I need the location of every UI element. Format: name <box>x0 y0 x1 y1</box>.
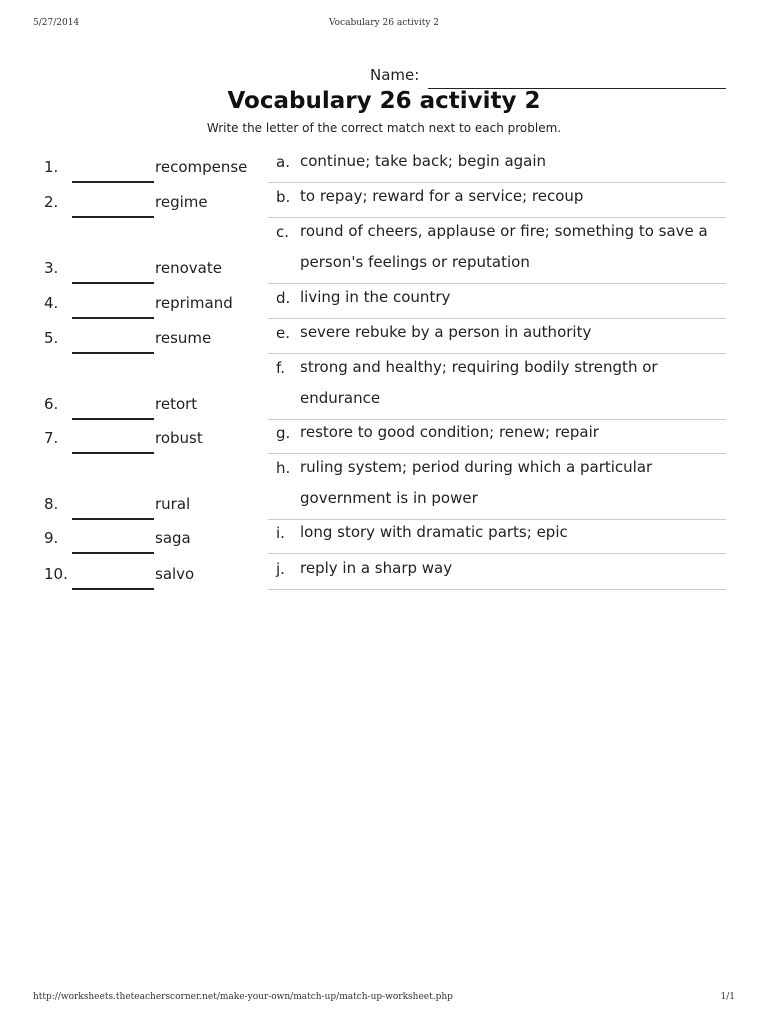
match-row <box>0 183 768 218</box>
problem-number: 7. <box>44 429 59 447</box>
match-row <box>0 284 768 319</box>
print-url: http://worksheets.theteacherscorner.net/make-your-own/match-up/match-up-worksheet.php <box>33 992 453 1002</box>
vocab-term: rural <box>155 495 191 513</box>
vocab-term: reprimand <box>155 294 233 312</box>
match-row <box>0 218 768 284</box>
definition-letter: f. <box>276 359 285 377</box>
match-row <box>0 319 768 354</box>
definition-text: strong and healthy; requiring bodily strength or endurance <box>300 358 658 407</box>
match-row <box>0 354 768 420</box>
definition-letter: h. <box>276 459 291 477</box>
answer-blank[interactable] <box>72 552 154 554</box>
vocab-term: salvo <box>155 565 195 583</box>
definition-letter: d. <box>276 289 291 307</box>
problem-number: 2. <box>44 193 59 211</box>
match-row <box>0 454 768 520</box>
worksheet-instructions: Write the letter of the correct match next to each problem. <box>206 121 562 135</box>
vocab-term: resume <box>155 329 212 347</box>
row-divider <box>268 589 726 590</box>
name-label: Name: <box>370 66 420 84</box>
match-row <box>0 519 768 554</box>
problem-number: 6. <box>44 395 59 413</box>
print-date: 5/27/2014 <box>33 18 80 28</box>
problem-number: 10. <box>44 565 68 583</box>
print-doc-title: Vocabulary 26 activity 2 <box>328 18 439 28</box>
definition-letter: i. <box>276 524 285 542</box>
definition-letter: a. <box>276 153 290 171</box>
problem-number: 5. <box>44 329 59 347</box>
problem-number: 9. <box>44 529 59 547</box>
definition-text: reply in a sharp way <box>300 559 453 577</box>
vocab-term: renovate <box>155 259 222 277</box>
vocab-term: regime <box>155 193 208 211</box>
problem-number: 8. <box>44 495 59 513</box>
vocab-term: robust <box>155 429 203 447</box>
definition-text: ruling system; period during which a particular government is in power <box>300 458 653 507</box>
definition-text: restore to good condition; renew; repair <box>300 423 599 441</box>
match-row <box>0 148 768 183</box>
problem-number: 3. <box>44 259 59 277</box>
definition-letter: b. <box>276 188 291 206</box>
vocab-term: saga <box>155 529 191 547</box>
worksheet-title: Vocabulary 26 activity 2 <box>227 88 541 114</box>
definition-text: to repay; reward for a service; recoup <box>300 187 584 205</box>
definition-letter: g. <box>276 424 291 442</box>
definition-text: severe rebuke by a person in authority <box>300 323 592 341</box>
problem-number: 4. <box>44 294 59 312</box>
match-row <box>0 555 768 590</box>
match-row <box>0 419 768 454</box>
definition-letter: j. <box>276 560 285 578</box>
definition-text: round of cheers, applause or fire; something to save a person's feelings or reputation <box>300 222 708 271</box>
problem-number: 1. <box>44 158 59 176</box>
definition-text: long story with dramatic parts; epic <box>300 523 568 541</box>
vocab-term: recompense <box>155 158 248 176</box>
print-page-number: 1/1 <box>720 992 735 1002</box>
definition-text: continue; take back; begin again <box>300 152 547 170</box>
vocab-term: retort <box>155 395 198 413</box>
answer-blank[interactable] <box>72 588 154 590</box>
definition-text: living in the country <box>300 288 451 306</box>
definition-letter: c. <box>276 223 290 241</box>
definition-letter: e. <box>276 324 290 342</box>
